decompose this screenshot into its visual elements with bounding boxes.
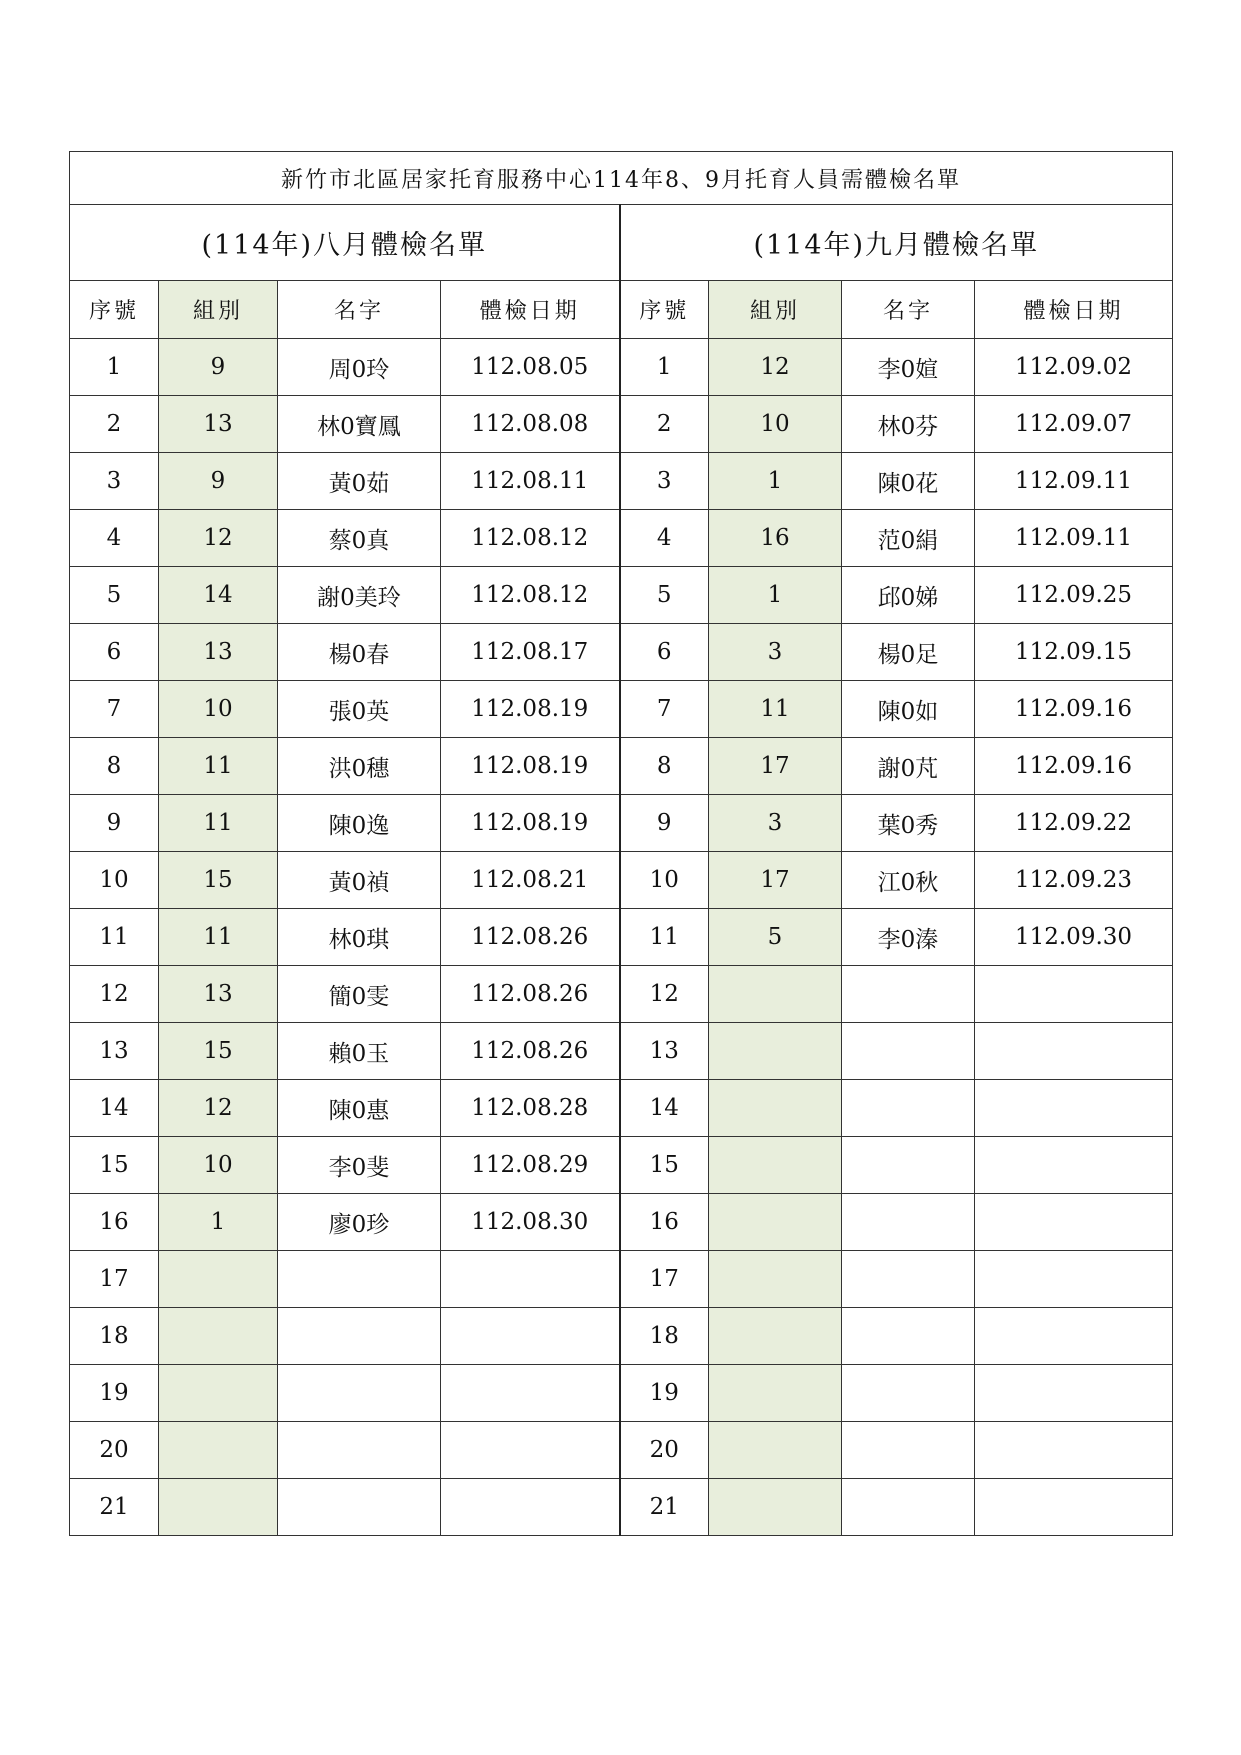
september-date-cell [975,966,1173,1023]
september-group-cell: 16 [709,510,842,567]
august-group-cell [159,1479,278,1536]
september-name-cell [842,1422,975,1479]
august-group-cell [159,1308,278,1365]
september-group-cell: 5 [709,909,842,966]
august-date-cell [441,1308,620,1365]
august-name-cell: 陳0逸 [278,795,441,852]
august-date-cell: 112.08.05 [441,339,620,396]
september-group-cell: 3 [709,795,842,852]
september-number-cell: 8 [620,738,709,795]
august-date-cell [441,1365,620,1422]
august-date-cell: 112.08.19 [441,795,620,852]
september-name-cell [842,1251,975,1308]
august-number-cell: 12 [70,966,159,1023]
september-group-cell [709,1479,842,1536]
august-name-cell: 林0寶鳳 [278,396,441,453]
table-row [70,1080,1173,1137]
august-number-cell: 14 [70,1080,159,1137]
august-group-cell: 13 [159,966,278,1023]
september-number-cell: 7 [620,681,709,738]
september-header-name: 名字 [842,281,975,339]
september-group-cell [709,1137,842,1194]
table-row [70,1479,1173,1536]
august-group-cell: 11 [159,909,278,966]
table-row [70,567,1173,624]
september-name-cell: 楊0足 [842,624,975,681]
september-date-cell [975,1137,1173,1194]
august-date-cell: 112.08.19 [441,738,620,795]
august-number-cell: 17 [70,1251,159,1308]
september-number-cell: 2 [620,396,709,453]
september-group-cell: 1 [709,453,842,510]
september-name-cell [842,1194,975,1251]
august-group-cell [159,1251,278,1308]
september-date-cell [975,1251,1173,1308]
august-group-cell [159,1365,278,1422]
september-group-cell [709,1023,842,1080]
september-name-cell: 謝0芃 [842,738,975,795]
august-name-cell: 黃0茹 [278,453,441,510]
august-number-cell: 19 [70,1365,159,1422]
september-date-cell [975,1023,1173,1080]
august-number-cell: 6 [70,624,159,681]
august-date-cell: 112.08.26 [441,1023,620,1080]
september-date-cell: 112.09.02 [975,339,1173,396]
table-row [70,1251,1173,1308]
august-name-cell: 陳0惠 [278,1080,441,1137]
august-number-cell: 18 [70,1308,159,1365]
september-group-cell [709,1251,842,1308]
september-name-cell: 邱0娣 [842,567,975,624]
september-group-cell: 17 [709,852,842,909]
september-name-cell [842,1080,975,1137]
august-group-cell: 11 [159,738,278,795]
september-group-cell: 12 [709,339,842,396]
table-row [70,1308,1173,1365]
table-row [70,1194,1173,1251]
september-date-cell: 112.09.30 [975,909,1173,966]
august-name-cell: 周0玲 [278,339,441,396]
august-group-cell: 13 [159,396,278,453]
september-date-cell: 112.09.16 [975,738,1173,795]
september-group-cell: 3 [709,624,842,681]
august-header-group: 組別 [159,281,278,339]
table-row [70,624,1173,681]
september-number-cell: 16 [620,1194,709,1251]
august-date-cell: 112.08.28 [441,1080,620,1137]
september-date-cell: 112.09.07 [975,396,1173,453]
september-header-group: 組別 [709,281,842,339]
august-name-cell [278,1422,441,1479]
september-list-title: (114年)九月體檢名單 [620,205,1173,281]
september-name-cell [842,1479,975,1536]
august-name-cell: 李0斐 [278,1137,441,1194]
august-date-cell [441,1479,620,1536]
september-number-cell: 9 [620,795,709,852]
august-name-cell: 黃0禎 [278,852,441,909]
september-date-cell [975,1194,1173,1251]
august-date-cell: 112.08.30 [441,1194,620,1251]
health-check-roster-table [69,151,1173,1536]
table-row [70,510,1173,567]
september-name-cell [842,1023,975,1080]
august-number-cell: 4 [70,510,159,567]
september-group-cell [709,1080,842,1137]
august-name-cell: 謝0美玲 [278,567,441,624]
september-number-cell: 20 [620,1422,709,1479]
august-name-cell [278,1251,441,1308]
table-row [70,681,1173,738]
august-group-cell: 13 [159,624,278,681]
august-number-cell: 1 [70,339,159,396]
september-name-cell: 陳0如 [842,681,975,738]
august-date-cell: 112.08.08 [441,396,620,453]
september-number-cell: 11 [620,909,709,966]
september-name-cell: 范0絹 [842,510,975,567]
september-number-cell: 14 [620,1080,709,1137]
table-row [70,453,1173,510]
september-group-cell [709,1308,842,1365]
august-group-cell: 10 [159,681,278,738]
august-number-cell: 9 [70,795,159,852]
september-number-cell: 10 [620,852,709,909]
august-name-cell: 林0琪 [278,909,441,966]
table-row [70,339,1173,396]
august-name-cell: 楊0春 [278,624,441,681]
august-list-title: (114年)八月體檢名單 [70,205,620,281]
august-number-cell: 20 [70,1422,159,1479]
table-row [70,1023,1173,1080]
august-name-cell [278,1308,441,1365]
september-number-cell: 21 [620,1479,709,1536]
september-date-cell: 112.09.11 [975,453,1173,510]
september-number-cell: 1 [620,339,709,396]
august-date-cell: 112.08.29 [441,1137,620,1194]
august-date-cell: 112.08.19 [441,681,620,738]
august-date-cell [441,1251,620,1308]
august-number-cell: 10 [70,852,159,909]
september-date-cell: 112.09.23 [975,852,1173,909]
september-group-cell [709,966,842,1023]
august-number-cell: 8 [70,738,159,795]
table-row [70,966,1173,1023]
august-group-cell [159,1422,278,1479]
september-name-cell [842,966,975,1023]
table-row [70,738,1173,795]
august-group-cell: 14 [159,567,278,624]
august-group-cell: 9 [159,453,278,510]
september-date-cell: 112.09.16 [975,681,1173,738]
september-number-cell: 15 [620,1137,709,1194]
september-name-cell: 李0溱 [842,909,975,966]
table-row [70,909,1173,966]
august-group-cell: 11 [159,795,278,852]
table-row [70,795,1173,852]
september-date-cell [975,1422,1173,1479]
august-name-cell: 簡0雯 [278,966,441,1023]
table-row [70,1137,1173,1194]
august-name-cell: 洪0穗 [278,738,441,795]
september-date-cell [975,1080,1173,1137]
september-number-cell: 3 [620,453,709,510]
august-number-cell: 21 [70,1479,159,1536]
august-number-cell: 16 [70,1194,159,1251]
september-date-cell [975,1308,1173,1365]
august-date-cell: 112.08.26 [441,966,620,1023]
september-header-number: 序號 [620,281,709,339]
september-name-cell: 葉0秀 [842,795,975,852]
september-name-cell [842,1137,975,1194]
september-name-cell: 陳0花 [842,453,975,510]
september-number-cell: 18 [620,1308,709,1365]
august-date-cell: 112.08.11 [441,453,620,510]
august-number-cell: 3 [70,453,159,510]
september-date-cell: 112.09.25 [975,567,1173,624]
september-group-cell: 11 [709,681,842,738]
september-number-cell: 6 [620,624,709,681]
september-name-cell: 江0秋 [842,852,975,909]
september-number-cell: 12 [620,966,709,1023]
august-header-date: 體檢日期 [441,281,620,339]
table-row [70,1365,1173,1422]
september-number-cell: 5 [620,567,709,624]
september-date-cell: 112.09.15 [975,624,1173,681]
september-date-cell: 112.09.11 [975,510,1173,567]
august-number-cell: 5 [70,567,159,624]
august-number-cell: 11 [70,909,159,966]
august-date-cell [441,1422,620,1479]
august-name-cell: 賴0玉 [278,1023,441,1080]
september-date-cell [975,1365,1173,1422]
september-number-cell: 19 [620,1365,709,1422]
september-group-cell [709,1194,842,1251]
september-date-cell [975,1479,1173,1536]
august-group-cell: 12 [159,1080,278,1137]
september-header-date: 體檢日期 [975,281,1173,339]
september-number-cell: 4 [620,510,709,567]
september-name-cell [842,1365,975,1422]
document-title: 新竹市北區居家托育服務中心114年8、9月托育人員需體檢名單 [70,152,1173,205]
august-number-cell: 13 [70,1023,159,1080]
august-name-cell: 蔡0真 [278,510,441,567]
table-row [70,1422,1173,1479]
august-name-cell [278,1479,441,1536]
august-number-cell: 2 [70,396,159,453]
august-header-number: 序號 [70,281,159,339]
september-name-cell: 林0芬 [842,396,975,453]
august-header-name: 名字 [278,281,441,339]
august-date-cell: 112.08.26 [441,909,620,966]
august-date-cell: 112.08.12 [441,510,620,567]
august-group-cell: 12 [159,510,278,567]
september-group-cell: 1 [709,567,842,624]
august-name-cell: 廖0珍 [278,1194,441,1251]
september-group-cell [709,1365,842,1422]
august-date-cell: 112.08.21 [441,852,620,909]
august-group-cell: 15 [159,1023,278,1080]
august-number-cell: 15 [70,1137,159,1194]
september-group-cell: 17 [709,738,842,795]
august-date-cell: 112.08.17 [441,624,620,681]
august-number-cell: 7 [70,681,159,738]
september-name-cell [842,1308,975,1365]
august-group-cell: 10 [159,1137,278,1194]
august-group-cell: 9 [159,339,278,396]
august-name-cell: 張0英 [278,681,441,738]
august-date-cell: 112.08.12 [441,567,620,624]
table-row [70,852,1173,909]
september-number-cell: 13 [620,1023,709,1080]
september-name-cell: 李0媗 [842,339,975,396]
august-group-cell: 1 [159,1194,278,1251]
table-row [70,396,1173,453]
august-name-cell [278,1365,441,1422]
september-date-cell: 112.09.22 [975,795,1173,852]
september-number-cell: 17 [620,1251,709,1308]
september-group-cell [709,1422,842,1479]
august-group-cell: 15 [159,852,278,909]
september-group-cell: 10 [709,396,842,453]
